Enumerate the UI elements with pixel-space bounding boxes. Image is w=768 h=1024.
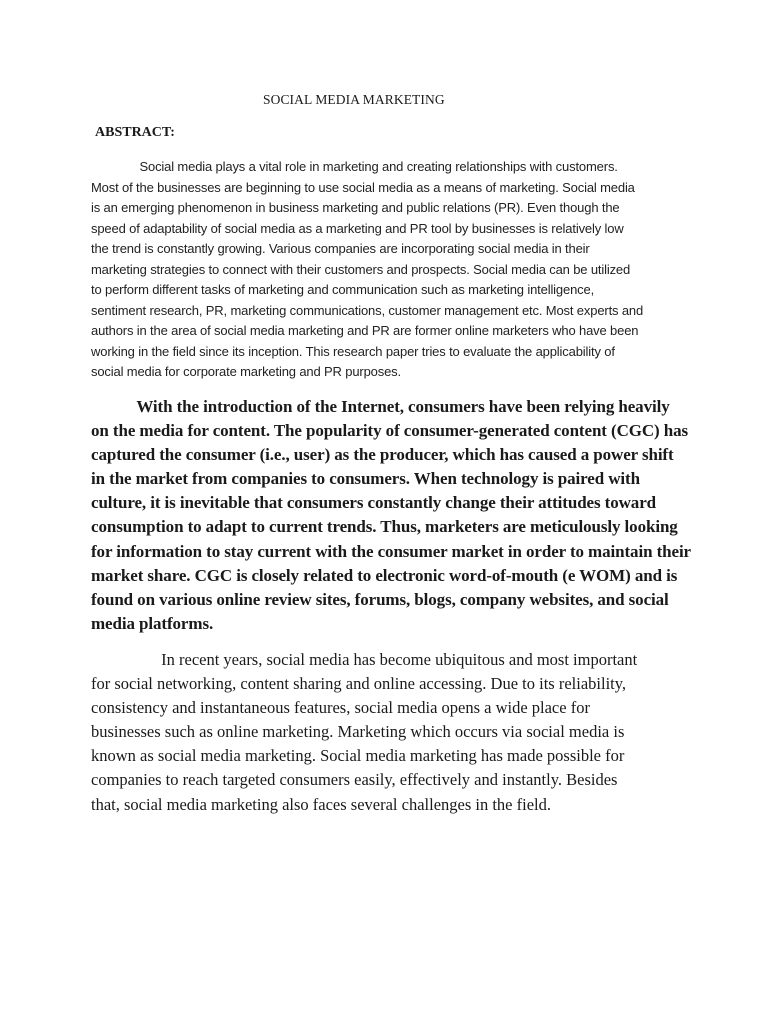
abstract-line: marketing strategies to connect with their customers and prospects. Social media can be utilized	[91, 261, 631, 277]
paragraph-line: captured the consumer (i.e., user) as the producer, which has caused a power shift	[91, 445, 674, 465]
abstract-line: Most of the businesses are beginning to use social media as a means of marketing. Social media	[91, 179, 635, 195]
paragraph-line: culture, it is inevitable that consumers constantly change their attitudes toward	[91, 493, 656, 513]
paragraph-line: consumption to adapt to current trends. Thus, marketers are meticulously looking	[91, 517, 678, 537]
paragraph-line: In recent years, social media has become ubiquitous and most important	[91, 650, 638, 669]
abstract-paragraph	[91, 157, 676, 383]
abstract-line: the trend is constantly growing. Various companies are incorporating social media in their	[91, 241, 590, 256]
paragraph-line: on the media for content. The popularity of consumer-generated content (CGC) has	[91, 421, 689, 441]
abstract-heading: ABSTRACT:	[95, 125, 175, 140]
abstract-line: social media for corporate marketing and PR purposes.	[91, 364, 401, 379]
body-paragraph-recent-years	[91, 648, 691, 817]
paragraph-line: consistency and instantaneous features, social media opens a wide place for	[91, 698, 590, 718]
paragraph-line: companies to reach targeted consumers easily, effectively and instantly. Besides	[91, 770, 618, 790]
abstract-line: authors in the area of social media marketing and PR are former online marketers who have been	[91, 323, 639, 338]
paragraph-line: found on various online review sites, forums, blogs, company websites, and social	[91, 589, 669, 609]
paragraph-line: market share. CGC is closely related to electronic word-of-mouth (e WOM) and is	[91, 565, 678, 585]
paragraph-line: businesses such as online marketing. Marketing which occurs via social media is	[91, 722, 625, 742]
paragraph-line: for information to stay current with the consumer market in order to maintain their	[91, 541, 692, 561]
paragraph-line: With the introduction of the Internet, consumers have been relying heavily	[91, 397, 670, 416]
body-paragraph-internet-cgc	[91, 395, 691, 636]
paragraph-line: in the market from companies to consumers. When technology is paired with	[91, 469, 640, 489]
abstract-line: sentiment research, PR, marketing communications, customer management etc. Most experts and	[91, 302, 644, 318]
abstract-line: is an emerging phenomenon in business marketing and public relations (PR). Even though the	[91, 200, 620, 215]
abstract-line: working in the field since its inception. This research paper tries to evaluate the applicability of	[91, 343, 615, 359]
abstract-line: speed of adaptability of social media as a marketing and PR tool by businesses is relatively low	[91, 220, 624, 236]
paragraph-line: media platforms.	[91, 613, 214, 633]
paragraph-line: for social networking, content sharing and online accessing. Due to its reliability,	[91, 674, 627, 694]
abstract-line: Social media plays a vital role in marketing and creating relationships with customers.	[91, 159, 618, 174]
abstract-line: to perform different tasks of marketing and communication such as marketing intelligence,	[91, 282, 595, 297]
document-title: SOCIAL MEDIA MARKETING	[263, 92, 445, 107]
paragraph-line: known as social media marketing. Social media marketing has made possible for	[91, 746, 625, 766]
paragraph-line: that, social media marketing also faces several challenges in the field.	[91, 794, 551, 814]
